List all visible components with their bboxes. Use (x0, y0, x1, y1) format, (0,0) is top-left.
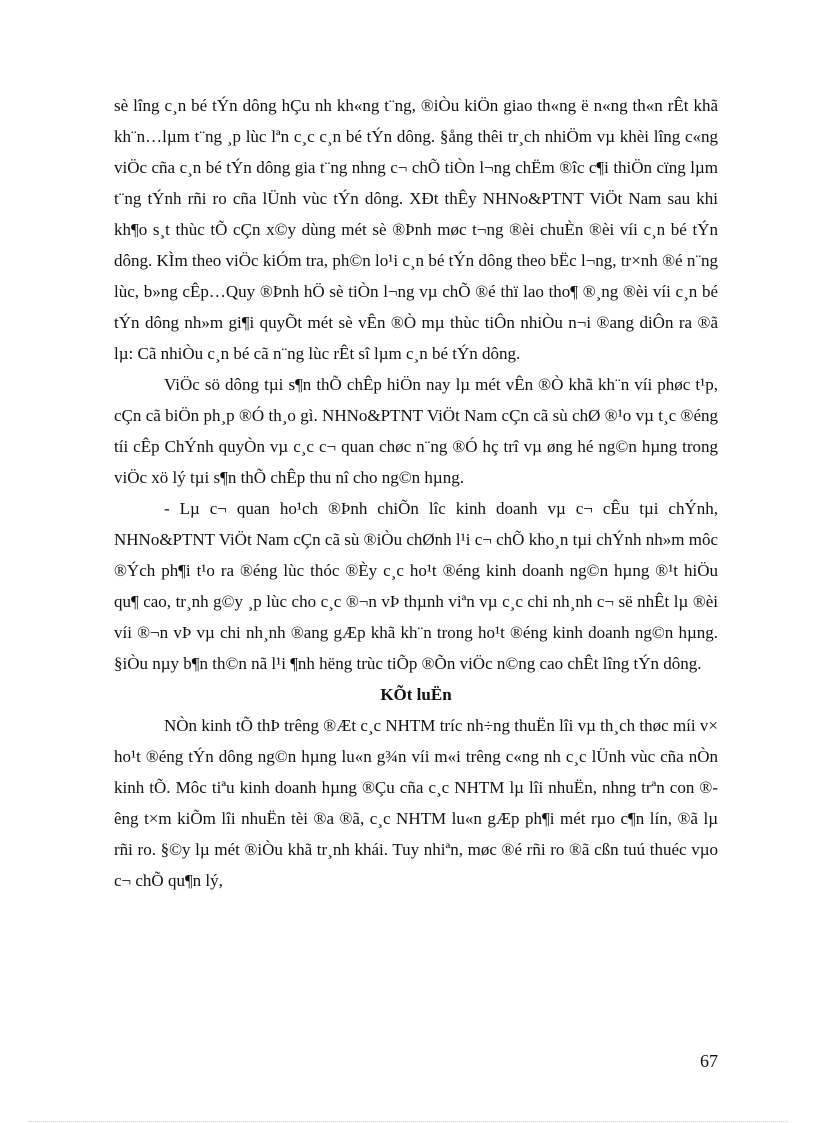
document-body (114, 90, 718, 896)
paragraph-financial-mechanism: - Lµ c¬ quan ho¹ch ®Þnh chiÕn lîc kinh doanh vµ c¬ cÊu tµi chÝnh, NHNo&PTNT ViÖt Nam cÇn cã sù ®iÒu chØnh l¹i c¬ chÕ kho¸n tµi chÝnh nh»m môc ®Ých ph¶i t¹o ra ®éng lùc thóc ®Èy c¸c ho¹t ®éng kinh doanh ng©n hµng ®¹t hiÖu qu¶ cao, tr¸nh g©y ¸p lùc cho c¸c ®¬n vÞ thµnh viªn vµ c¸c chi nh¸nh c¬ së nhÊt lµ ®èi víi ®¬n vÞ vµ chi nh¸nh ®ang gÆp khã kh¨n trong ho¹t ®éng kinh doanh ng©n hµng. §iÒu nµy b¶n th©n nã l¹i ¶nh hëng trùc tiÕp ®Õn viÖc n©ng cao chÊt lîng tÝn dông. (114, 499, 718, 673)
paragraph-continuation: sè lîng c¸n bé tÝn dông hÇu nh kh«ng t¨ng, ®iÒu kiÖn giao th«ng ë n«ng th«n rÊt khã kh¨n…lµm t¨ng ¸p lùc lªn c¸c c¸n bé tÝn dông. §ång thêi tr¸ch nhiÖm vµ khèi lîng c«ng viÖc cña c¸n bé tÝn dông gia t¨ng nhng c¬ chÕ tiÒn l¬ng chËm ®îc c¶i thiÖn cïng lµm t¨ng tÝnh rñi ro cña lÜnh vùc tÝn dông. XÐt thÊy NHNo&PTNT ViÖt Nam sau khi kh¶o s¸t thùc tÕ cÇn x©y dùng mét sè ®Þnh møc t¬ng ®èi chuÈn ®èi víi c¸n bé tÝn dông. KÌm theo viÖc kiÓm tra, ph©n lo¹i c¸n bé tÝn dông theo bËc l¬ng, tr×nh ®é n¨ng lùc, b»ng cÊp…Quy ®Þnh hÖ sè tiÒn l¬ng vµ chÕ ®é thï lao tho¶ ®¸ng ®èi víi c¸n bé tÝn dông nh»m gi¶i quyÕt mét sè vÊn ®Ò mµ thùc tiÔn nhiÒu n¬i ®ang diÔn ra ®ã lµ: Cã nhiÒu c¸n bé cã n¨ng lùc rÊt sî lµm c¸n bé tÝn dông. (114, 96, 718, 363)
page-number: 67 (700, 1051, 718, 1071)
section-heading-conclusion: KÕt luËn (380, 685, 452, 704)
paragraph-conclusion: NÒn kinh tÕ thÞ trêng ®Æt c¸c NHTM tríc nh÷ng thuËn lîi vµ th¸ch thøc míi v× ho¹t ®éng tÝn dông ng©n hµng lu«n g¾n víi m«i trêng c«ng nh c¸c lÜnh vùc cña nÒn kinh tÕ. Môc tiªu kinh doanh hµng ®Çu cña c¸c NHTM lµ lîi nhuËn, nhng trªn con ®êng t×m kiÕm lîi nhuËn tèi ®a ®ã, c¸c NHTM lu«n gÆp ph¶i mét rµo c¶n lín, ®ã lµ rñi ro. §©y lµ mét ®iÒu khã tr¸nh khái. Tuy nhiªn, møc ®é rñi ro ®ã cßn tuú thuéc vµo c¬ chÕ qu¶n lý, (114, 716, 718, 890)
page-bottom-divider (28, 1121, 788, 1122)
paragraph-collateral: ViÖc sö dông tµi s¶n thÕ chÊp hiÖn nay lµ mét vÊn ®Ò khã kh¨n víi phøc t¹p, cÇn cã biÖn ph¸p ®Ó th¸o gì. NHNo&PTNT ViÖt Nam cÇn cã sù chØ ®¹o vµ t¸c ®éng tíi cÊp ChÝnh quyÒn vµ c¸c c¬ quan chøc n¨ng ®Ó hç trî vµ øng hé ng©n hµng trong viÖc xö lý tµi s¶n thÕ chÊp thu nî cho ng©n hµng. (114, 375, 718, 487)
